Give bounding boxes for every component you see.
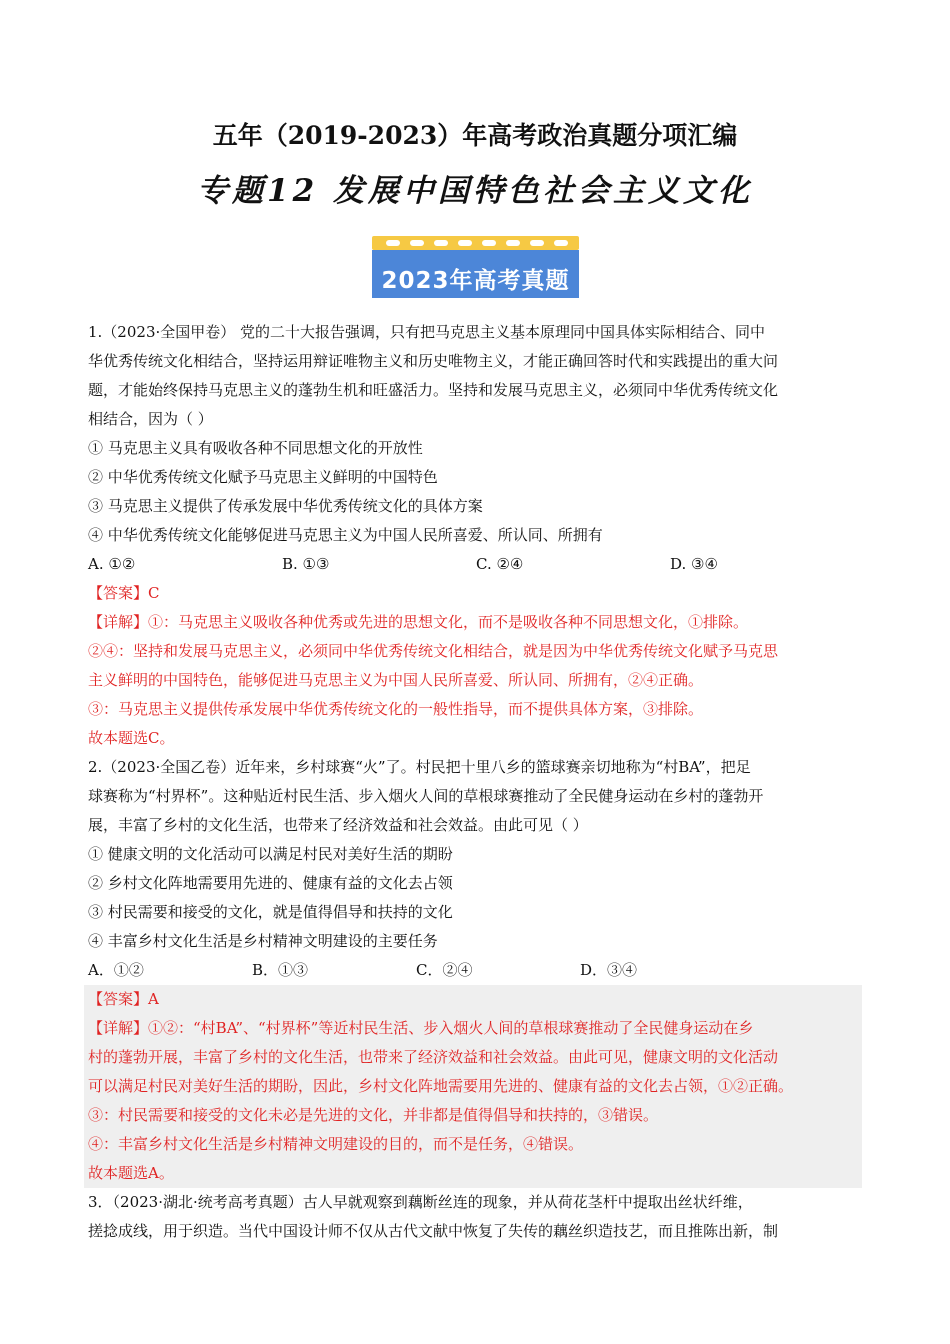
- question-1: [88, 318, 866, 753]
- statement: ② 乡村文化阵地需要用先进的、健康有益的文化去占领: [88, 874, 453, 892]
- answer-options: [88, 550, 866, 579]
- answer-explanation-block: [84, 985, 862, 1188]
- statement: ① 健康文明的文化活动可以满足村民对美好生活的期盼: [88, 845, 453, 863]
- banner-label: 2023年高考真题: [381, 268, 570, 294]
- explanation-line: ②④：坚持和发展马克思主义，必须同中华优秀传统文化相结合，就是因为中华优秀传统文化赋予马克思: [88, 642, 779, 660]
- option-c: C. ②④: [476, 555, 524, 573]
- explanation-line: 【详解】①：马克思主义吸收各种优秀或先进的思想文化，而不是吸收各种不同思想文化，①排除。: [88, 613, 749, 631]
- question-3: [88, 1188, 866, 1246]
- option-a: A．①②: [88, 961, 144, 979]
- statement: ④ 丰富乡村文化生活是乡村精神文明建设的主要任务: [88, 932, 438, 950]
- question-stem-line: 展，丰富了乡村的文化生活，也带来了经济效益和社会效益。由此可见（ ）: [88, 816, 588, 834]
- option-d: D. ③④: [670, 555, 718, 573]
- explanation-line: ④：丰富乡村文化生活是乡村精神文明建设的目的，而不是任务，④错误。: [88, 1135, 584, 1153]
- document-title: 五年（2019-2023）年高考政治真题分项汇编: [212, 121, 738, 150]
- statement: ② 中华优秀传统文化赋予马克思主义鲜明的中国特色: [88, 468, 438, 486]
- option-b: B．①③: [252, 961, 309, 979]
- question-2: [88, 753, 866, 1188]
- answer-options: [88, 956, 866, 985]
- conclusion: 故本题选C。: [88, 729, 175, 747]
- question-stem-line: 相结合，因为（ ）: [88, 410, 213, 428]
- question-stem-line: 华优秀传统文化相结合，坚持运用辩证唯物主义和历史唯物主义，才能正确回答时代和实践提出的重大问: [88, 352, 779, 370]
- question-stem-line: 题，才能始终保持马克思主义的蓬勃生机和旺盛活力。坚持和发展马克思主义，必须同中华优秀传统文化: [88, 381, 779, 399]
- explanation-line: 村的蓬勃开展，丰富了乡村的文化生活，也带来了经济效益和社会效益。由此可见，健康文明的文化活动: [88, 1048, 779, 1066]
- statement: ④ 中华优秀传统文化能够促进马克思主义为中国人民所喜爱、所认同、所拥有: [88, 526, 603, 544]
- question-stem-line: 3．（2023·湖北·统考高考真题）古人早就观察到藕断丝连的现象，并从荷花茎杆中提取出丝状纤维，: [88, 1193, 753, 1211]
- question-stem-line: 1.（2023·全国甲卷） 党的二十大报告强调，只有把马克思主义基本原理同中国具体实际相结合、同中: [88, 323, 766, 341]
- explanation-line: ③：村民需要和接受的文化未必是先进的文化，并非都是值得倡导和扶持的，③错误。: [88, 1106, 659, 1124]
- statement: ① 马克思主义具有吸收各种不同思想文化的开放性: [88, 439, 423, 457]
- question-stem-line: 球赛称为“村界杯”。这种贴近村民生活、步入烟火人间的草根球赛推动了全民健身运动在乡村的蓬勃开: [88, 787, 764, 805]
- explanation-line: 可以满足村民对美好生活的期盼，因此，乡村文化阵地需要用先进的、健康有益的文化去占领，①②正确。: [88, 1077, 794, 1095]
- option-b: B. ①③: [282, 555, 330, 573]
- option-d: D．③④: [580, 961, 638, 979]
- banner-binding: [372, 236, 579, 250]
- explanation-line: ③：马克思主义提供传承发展中华优秀传统文化的一般性指导，而不提供具体方案，③排除。: [88, 700, 704, 718]
- year-banner: [372, 236, 579, 298]
- explanation-line: 主义鲜明的中国特色，能够促进马克思主义为中国人民所喜爱、所认同、所拥有，②④正确。: [88, 671, 704, 689]
- question-stem-line: 搓捻成线，用于织造。当代中国设计师不仅从古代文献中恢复了失传的藕丝织造技艺，而且推陈出新，制: [88, 1222, 779, 1240]
- option-a: A. ①②: [88, 555, 136, 573]
- answer-label: 【答案】C: [88, 584, 160, 602]
- explanation-line: 【详解】①②：“村BA”、“村界杯”等近村民生活、步入烟火人间的草根球赛推动了全民健身运动在乡: [88, 1019, 754, 1037]
- topic-title: 专题12 发展中国特色社会主义文化: [197, 173, 753, 209]
- question-stem-line: 2.（2023·全国乙卷）近年来，乡村球赛“火”了。村民把十里八乡的篮球赛亲切地称为“村BA”，把足: [88, 758, 751, 776]
- statement: ③ 村民需要和接受的文化，就是值得倡导和扶持的文化: [88, 903, 453, 921]
- question-content: [88, 318, 866, 1246]
- conclusion: 故本题选A。: [88, 1164, 174, 1182]
- option-c: C．②④: [416, 961, 473, 979]
- statement: ③ 马克思主义提供了传承发展中华优秀传统文化的具体方案: [88, 497, 483, 515]
- answer-label: 【答案】A: [88, 990, 159, 1008]
